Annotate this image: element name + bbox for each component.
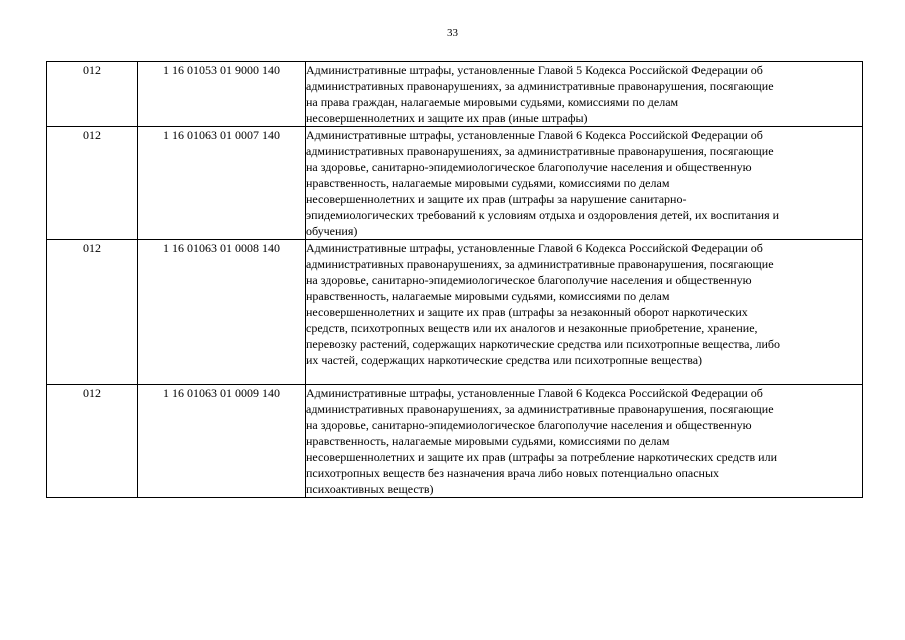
description-line: административных правонарушениях, за административные правонарушения, посягающие <box>306 402 774 416</box>
description-line: нравственность, налагаемые мировыми судьями, комиссиями по делам <box>306 434 670 448</box>
description-line: на здоровье, санитарно-эпидемиологическое благополучие населения и общественную <box>306 160 752 174</box>
description-line: нравственность, налагаемые мировыми судьями, комиссиями по делам <box>306 176 670 190</box>
page-number: 33 <box>447 27 458 39</box>
description-line: Административные штрафы, установленные Главой 5 Кодекса Российской Федерации об <box>306 63 763 77</box>
description-line: Административные штрафы, установленные Главой 6 Кодекса Российской Федерации об <box>306 241 763 255</box>
table-body <box>47 62 863 498</box>
kbk-code-cell: 1 16 01063 01 0009 140 <box>138 385 306 498</box>
description-line: на здоровье, санитарно-эпидемиологическое благополучие населения и общественную <box>306 273 752 287</box>
description-line: обучения) <box>306 224 358 238</box>
description-line: несовершеннолетних и защите их прав (штрафы за незаконный оборот наркотических <box>306 305 748 319</box>
description-line: на права граждан, налагаемые мировыми судьями, комиссиями по делам <box>306 95 679 109</box>
kbk-code-cell: 1 16 01053 01 9000 140 <box>138 62 306 127</box>
description-line: нравственность, налагаемые мировыми судьями, комиссиями по делам <box>306 289 670 303</box>
kbk-code-cell: 1 16 01063 01 0007 140 <box>138 127 306 240</box>
description-line: несовершеннолетних и защите их прав (штрафы за нарушение санитарно- <box>306 192 687 206</box>
description-line: административных правонарушениях, за административные правонарушения, посягающие <box>306 79 774 93</box>
description-line: несовершеннолетних и защите их прав (иные штрафы) <box>306 111 588 125</box>
description-line: психотропных веществ без назначения врача либо новых потенциально опасных <box>306 466 720 480</box>
description-line: административных правонарушениях, за административные правонарушения, посягающие <box>306 257 774 271</box>
description-line: Административные штрафы, установленные Главой 6 Кодекса Российской Федерации об <box>306 386 763 400</box>
description-line: средств, психотропных веществ или их аналогов и незаконные приобретение, хранение, <box>306 321 758 335</box>
description-line: их частей, содержащих наркотические средства или психотропные вещества) <box>306 353 703 367</box>
description-line <box>306 368 862 384</box>
table-row <box>47 385 863 498</box>
description-line: перевозку растений, содержащих наркотические средства или психотропные вещества, либо <box>306 337 780 351</box>
description-line: психоактивных веществ) <box>306 482 434 496</box>
description-cell <box>306 240 863 385</box>
admin-code-cell: 012 <box>47 62 138 127</box>
description-line: на здоровье, санитарно-эпидемиологическое благополучие населения и общественную <box>306 418 752 432</box>
admin-code-cell: 012 <box>47 127 138 240</box>
kbk-code-cell: 1 16 01063 01 0008 140 <box>138 240 306 385</box>
description-line: несовершеннолетних и защите их прав (штрафы за потребление наркотических средств или <box>306 450 778 464</box>
budget-classification-table <box>46 61 863 498</box>
description-cell <box>306 127 863 240</box>
description-line: Административные штрафы, установленные Главой 6 Кодекса Российской Федерации об <box>306 128 763 142</box>
admin-code-cell: 012 <box>47 240 138 385</box>
table-row <box>47 127 863 240</box>
description-line: эпидемиологических требований к условиям отдыха и оздоровления детей, их воспитания и <box>306 208 780 222</box>
description-line: административных правонарушениях, за административные правонарушения, посягающие <box>306 144 774 158</box>
admin-code-cell: 012 <box>47 385 138 498</box>
description-cell <box>306 385 863 498</box>
table-row <box>47 62 863 127</box>
table-row <box>47 240 863 385</box>
description-cell <box>306 62 863 127</box>
